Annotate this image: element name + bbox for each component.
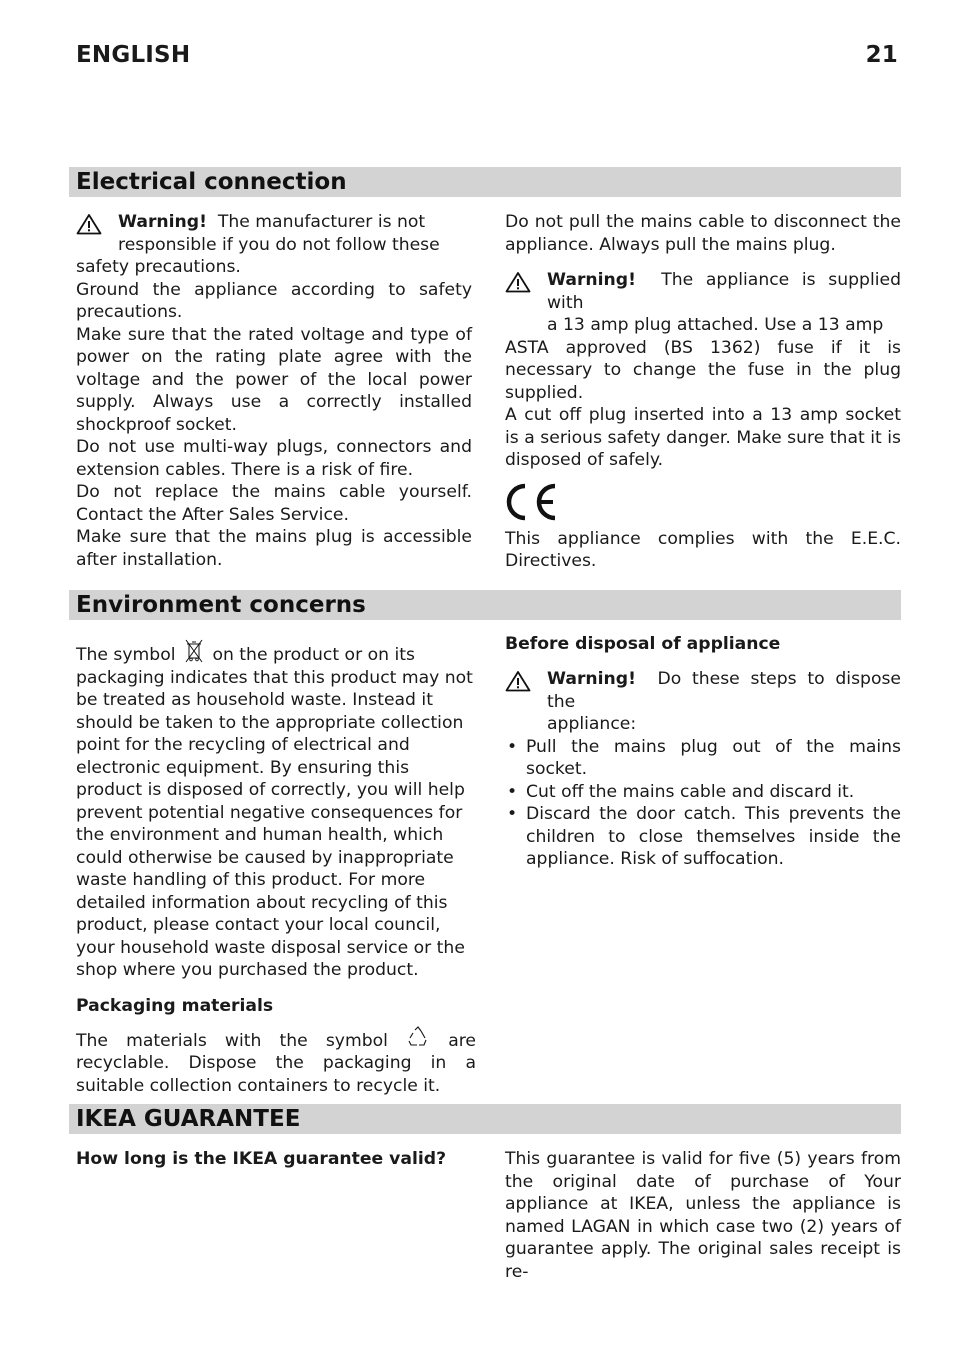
guarantee-left-column (76, 1148, 476, 1170)
electrical-paragraph: Make sure that the mains plug is accessible after installation. (76, 527, 472, 570)
warning-text: responsible if you do not follow these (118, 234, 440, 255)
weee-text: packaging indicates that this product may not be treated as household waste. Instead it should be taken to the appropriate collection point for the recycling of electrical and electronic equipment. By ensuring this product is disposed of correctly, you will help prevent potential negative consequences for the environment and human health, which could otherwise be caused by inappropriate waste handling of this product. For more detailed information about recycling of this product, please contact your local council, your household waste disposal service or the shop where you purchased the product. (76, 667, 473, 980)
page-number: 21 (865, 42, 898, 68)
ce-mark-icon (503, 482, 559, 522)
section-band-environment (69, 590, 901, 620)
section-band-guarantee (69, 1104, 901, 1134)
warning-label: Warning! (547, 270, 636, 290)
warning-label: Warning! (547, 669, 636, 689)
environment-right-column (505, 633, 901, 871)
electrical-paragraph: Do not use multi-way plugs, connectors and extension cables. There is a risk of fire. (76, 437, 472, 480)
symbol-text-post: on the product or on its (212, 645, 415, 665)
electrical-paragraph: Ground the appliance according to safety precautions. (76, 279, 472, 322)
section-band-electrical (69, 167, 901, 197)
list-item: • Pull the mains plug out of the mains socket. (505, 736, 901, 781)
warning-triangle-icon (505, 670, 531, 692)
guarantee-right-column (505, 1148, 901, 1283)
packaging-text-pre: The materials with the symbol (76, 1030, 388, 1051)
electrical-paragraph: A cut off plug inserted into a 13 amp socket is a serious safety danger. Make sure that it is disposed of safely. (505, 405, 901, 470)
warning-text: ASTA approved (BS 1362) fuse if it is necessary to change the fuse in the plug supplied. (505, 337, 901, 403)
section-title-electrical: Electrical connection (76, 169, 347, 195)
disposal-heading: Before disposal of appliance (505, 634, 781, 654)
list-item: • Cut off the mains cable and discard it. (505, 781, 901, 804)
electrical-paragraph: This appliance complies with the E.E.C. Directives. (505, 528, 901, 571)
list-item: • Discard the door catch. This prevents the children to close themselves inside the appliance. Risk of suffocation. (505, 803, 901, 871)
warning-text: The appliance is supplied with (547, 270, 901, 313)
guarantee-paragraph: This guarantee is valid for five (5) years from the original date of purchase of Your appliance at IKEA, unless the appliance is named LAGAN in which case two (2) years of guarantee apply. The original sales receipt is re- (505, 1149, 901, 1282)
fuse-warning (505, 269, 901, 404)
packaging-heading: Packaging materials (76, 995, 274, 1016)
warning-triangle-icon (505, 271, 531, 293)
packaging-paragraph (76, 1025, 476, 1098)
warning-text: a 13 amp plug attached. Use a 13 amp (547, 315, 884, 335)
disposal-warning (505, 668, 901, 736)
language-label: ENGLISH (76, 42, 191, 68)
disposal-steps-list (505, 736, 901, 871)
warning-text: Do these steps to dispose the (547, 669, 901, 712)
electrical-left-column (76, 211, 472, 571)
electrical-paragraph: Make sure that the rated voltage and type of power on the rating plate agree with the voltage and the power of the local power supply. Always use a correctly installed shockproof socket. (76, 324, 472, 435)
section-title-guarantee: IKEA GUARANTEE (76, 1106, 301, 1132)
environment-paragraph (76, 639, 476, 982)
recycle-icon (406, 1025, 430, 1049)
electrical-paragraph: Do not replace the mains cable yourself. Contact the After Sales Service. (76, 482, 472, 525)
warning-label: Warning! (118, 212, 207, 232)
warning-triangle-icon (76, 213, 102, 235)
warning-text: The manufacturer is not (217, 212, 426, 232)
crossed-bin-icon (181, 639, 207, 663)
electrical-right-column (505, 211, 901, 573)
electrical-paragraph: Do not pull the mains cable to disconnect the appliance. Always pull the mains plug. (505, 212, 901, 255)
electrical-warning (76, 211, 472, 279)
section-title-environment: Environment concerns (76, 592, 366, 618)
warning-text: safety precautions. (76, 257, 241, 277)
symbol-text-pre: The symbol (76, 645, 176, 665)
warning-text: appliance: (547, 714, 637, 734)
environment-left-column (76, 639, 476, 1097)
packaging-text-post: are recyclable. Dispose the packaging in a suitable collection containers to recycle it. (76, 1030, 476, 1096)
guarantee-question: How long is the IKEA guarantee valid? (76, 1149, 447, 1169)
